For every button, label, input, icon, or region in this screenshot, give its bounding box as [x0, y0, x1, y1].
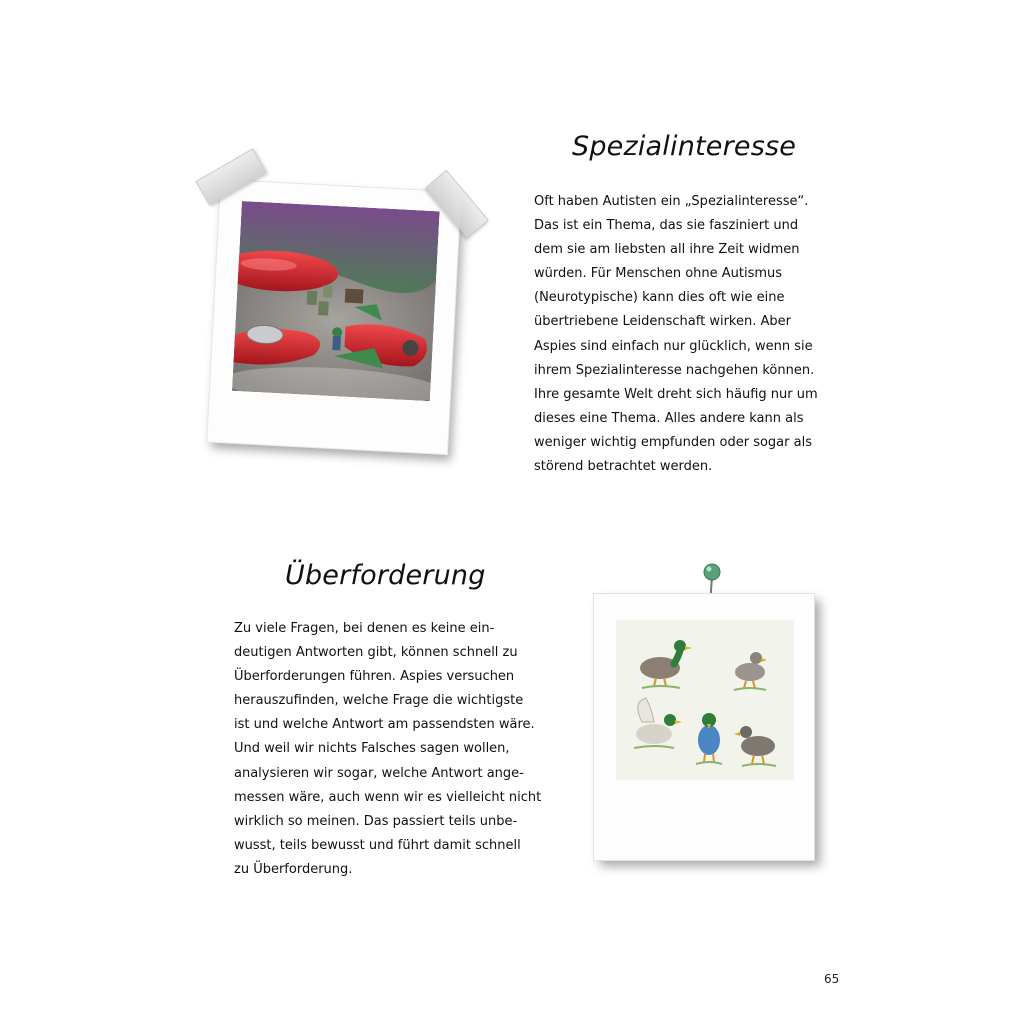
- text-line: dem sie am liebsten all ihre Zeit widmen: [534, 242, 800, 258]
- text-line: ist und welche Antwort am passendsten wäre.: [234, 717, 535, 733]
- text-line: herauszufinden, welche Frage die wichtigste: [234, 693, 524, 709]
- text-line: messen wäre, auch wenn wir es vielleicht nicht: [234, 789, 542, 805]
- text-line: Und weil wir nichts Falsches sagen wollen,: [234, 741, 510, 757]
- text-line: deutigen Antworten gibt, können schnell zu: [234, 645, 518, 661]
- ducks-illustration: [616, 620, 794, 780]
- text-line: störend betrachtet werden.: [534, 459, 713, 475]
- text-line: würden. Für Menschen ohne Autismus: [534, 266, 783, 282]
- polaroid-photo-ducks: [594, 594, 814, 860]
- paragraph-spezialinteresse: [534, 190, 834, 479]
- text-line: Ihre gesamte Welt dreht sich häufig nur um: [534, 386, 818, 402]
- text-line: Überforderungen führen. Aspies versuchen: [234, 669, 515, 685]
- text-line: Oft haben Autisten ein „Spezialinteresse“.: [534, 194, 809, 209]
- text-line: Zu viele Fragen, bei denen es keine ein-: [234, 621, 495, 636]
- text-line: übertriebene Leidenschaft wirken. Aber: [534, 314, 791, 330]
- polaroid-photo-spaceship: [207, 180, 460, 454]
- text-line: analysieren wir sogar, welche Antwort ange-: [234, 765, 524, 781]
- text-line: dieses eine Thema. Alles andere kann als: [534, 410, 804, 426]
- text-line: zu Überforderung.: [234, 861, 353, 877]
- page-number: 65: [824, 972, 840, 986]
- text-line: Das ist ein Thema, das sie fasziniert und: [534, 218, 799, 234]
- text-line: Aspies sind einfach nur glücklich, wenn sie: [534, 338, 813, 354]
- text-line: wusst, teils bewusst und führt damit schnell: [234, 837, 521, 853]
- text-line: (Neurotypische) kann dies oft wie eine: [534, 290, 785, 306]
- heading-ueberforderung: Überforderung: [285, 560, 486, 591]
- spaceship-crash-illustration: [232, 201, 440, 401]
- heading-spezialinteresse: Spezialinteresse: [572, 131, 797, 162]
- text-line: wirklich so meinen. Das passiert teils unbe-: [234, 813, 518, 829]
- text-line: weniger wichtig empfunden oder sogar als: [534, 434, 812, 450]
- paragraph-ueberforderung: [234, 617, 542, 882]
- text-line: ihrem Spezialinteresse nachgehen können.: [534, 362, 815, 378]
